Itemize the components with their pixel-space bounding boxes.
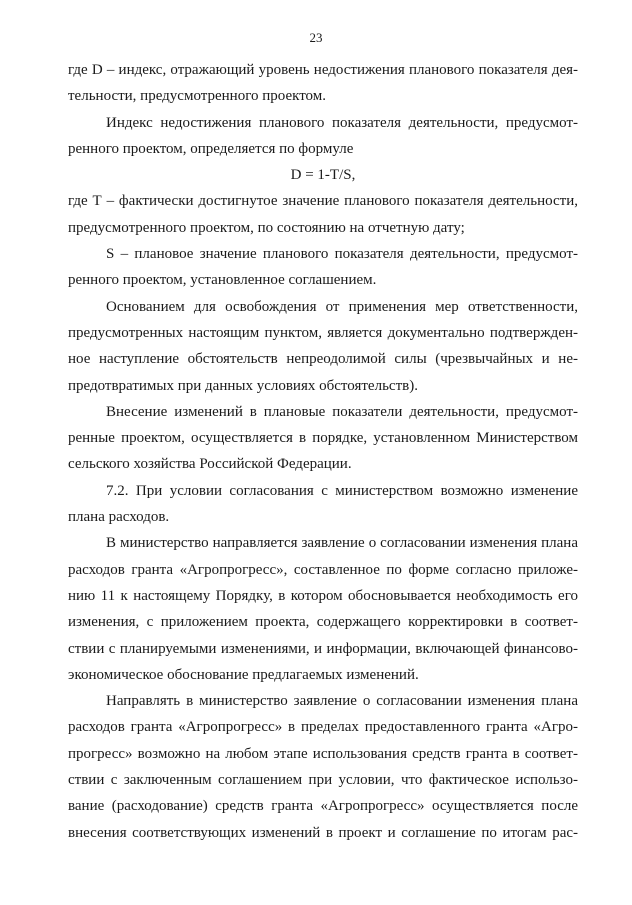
text-line: ствии с заключенным соглашением при условии, что фактическое использо-: [68, 772, 578, 789]
paragraph: [68, 241, 578, 294]
text-line: ренного проектом, установленное соглашением.: [68, 272, 377, 289]
text-line: Основанием для освобождения от применения мер ответственности,: [106, 298, 578, 315]
paragraph: [68, 399, 578, 478]
page-number: 23: [309, 30, 323, 45]
text-line: ренного проектом, определяется по формуле: [68, 140, 354, 157]
text-line: Индекс недостижения планового показателя деятельности, предусмот-: [106, 114, 578, 131]
text-line: прогресс» возможно на любом этапе использования средств гранта в соответ-: [68, 745, 578, 762]
paragraph: [68, 57, 578, 110]
text-line: где D – индекс, отражающий уровень недостижения планового показателя дея-: [68, 62, 578, 78]
text-line: 7.2. При условии согласования с министерством возможно изменение: [106, 482, 578, 499]
paragraph: [68, 110, 578, 163]
text-line: предотвратимых при данных условиях обстоятельств).: [68, 377, 418, 394]
text-line: S – плановое значение планового показателя деятельности, предусмот-: [106, 246, 578, 263]
paragraph: [68, 188, 578, 241]
text-line: сельского хозяйства Российской Федерации.: [68, 456, 352, 473]
paragraph: [68, 688, 578, 846]
paragraph: [68, 294, 578, 399]
text-line: В министерство направляется заявление о согласовании изменения плана: [106, 535, 578, 552]
text-line: внесения соответствующих изменений в проект и соглашение по итогам рас-: [68, 824, 578, 841]
text-line: D = 1-T/S,: [290, 167, 356, 184]
text-line: нию 11 к настоящему Порядку, в котором обосновывается необходимость его: [68, 587, 578, 604]
text-line: вание (расходование) средств гранта «Агропрогресс» осуществляется после: [68, 798, 578, 815]
text-line: тельности, предусмотренного проектом.: [68, 88, 327, 105]
document-body: [68, 57, 578, 846]
paragraph: [68, 530, 578, 688]
text-line: ренные проектом, осуществляется в порядке, установленном Министерством: [68, 430, 578, 447]
text-line: предусмотренных настоящим пунктом, является документально подтвержден-: [68, 324, 578, 341]
text-line: изменения, с приложением проекта, содержащего корректировки в соответ-: [68, 614, 578, 631]
text-line: предусмотренного проектом, по состоянию на отчетную дату;: [68, 219, 465, 236]
text-line: Направлять в министерство заявление о согласовании изменения плана: [106, 693, 578, 710]
text-line: расходов гранта «Агропрогресс» в пределах предоставленного гранта «Агро-: [68, 719, 578, 736]
text-line: ствии с планируемыми изменениями, и информации, включающей финансово-: [68, 640, 578, 657]
text-line: расходов гранта «Агропрогресс», составленное по форме согласно приложе-: [68, 561, 578, 578]
text-line: ное наступление обстоятельств непреодолимой силы (чрезвычайных и не-: [68, 351, 578, 368]
text-line: где Т – фактически достигнутое значение планового показателя деятельности,: [68, 193, 578, 210]
text-line: экономическое обоснование предлагаемых изменений.: [68, 666, 419, 683]
text-line: Внесение изменений в плановые показатели деятельности, предусмот-: [106, 403, 578, 420]
text-line: плана расходов.: [68, 509, 170, 526]
formula: [68, 162, 578, 188]
paragraph: [68, 478, 578, 531]
